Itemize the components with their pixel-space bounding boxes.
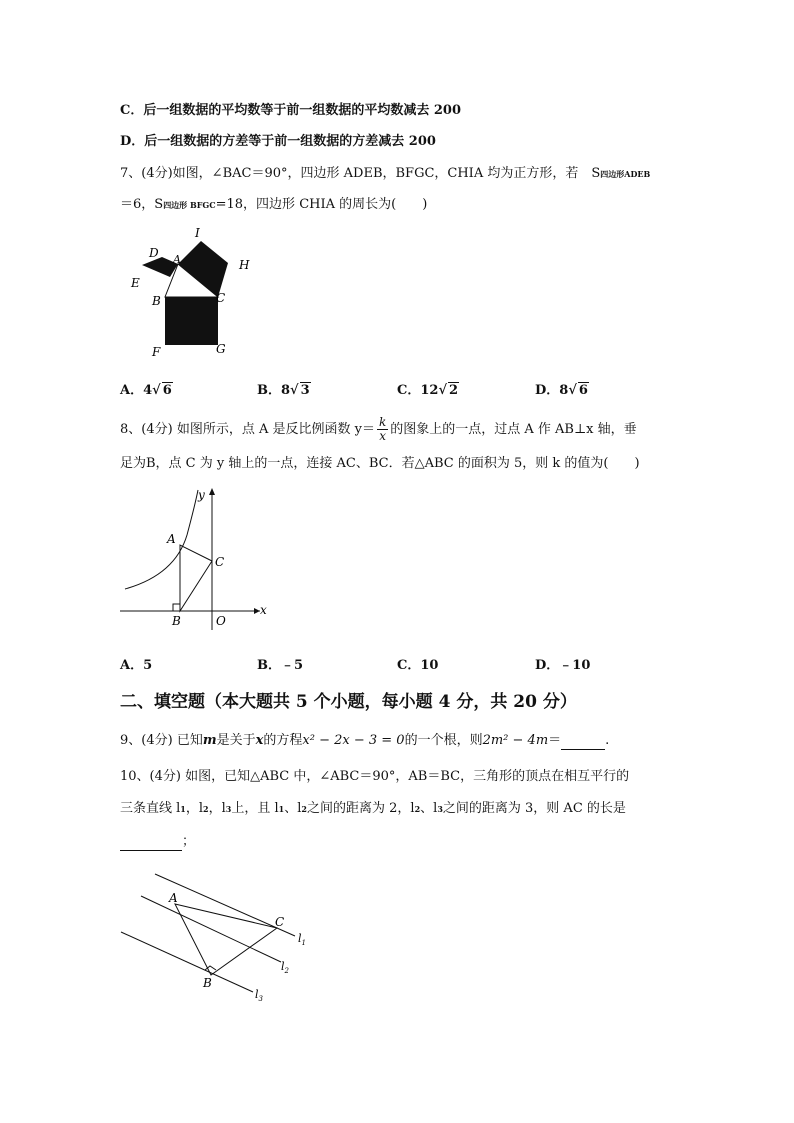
section-title: 二、填空题（本大题共 5 个小题，每小题 4 分，共 20 分） <box>120 692 577 712</box>
q8-frac-num: k <box>378 415 387 429</box>
q8-label-o: O <box>216 614 226 628</box>
q8-frac-den: x <box>379 429 386 443</box>
q7-square-bfgc <box>165 297 218 345</box>
q7-label-a: A <box>173 253 181 266</box>
q7-label-e: E <box>131 276 140 290</box>
q7-label-h: H <box>239 258 250 272</box>
q7-option-c: C．12√ 2 <box>397 383 459 398</box>
q8-stem-line1 <box>120 416 637 444</box>
q8-label-x: x <box>260 603 267 617</box>
q7-option-d-letter: D． <box>535 383 560 398</box>
q7-stem-text: 7、(4分)如图，∠BAC＝90°，四边形 ADEB，BFGC，CHIA 均为正方形，若 S <box>120 166 601 181</box>
q7-option-d-coef: 8 <box>559 383 569 398</box>
q9-text-b: 是关于 <box>216 733 256 748</box>
q10-line-l2 <box>141 896 281 962</box>
q9-text-end: . <box>605 733 610 748</box>
q10-answer-blank[interactable] <box>120 836 182 851</box>
q7-sub-adeb: 四边形ADEB <box>600 169 651 179</box>
q9-var-x: x <box>255 733 264 748</box>
q8-option-a: A．5 <box>120 658 153 673</box>
q7-option-b-radicand: 3 <box>300 383 310 398</box>
q10-sub-2b: 2 <box>301 804 307 814</box>
q10-sub-3b: 3 <box>437 804 443 814</box>
q10-text-d: 上，且 l <box>231 801 279 816</box>
q7-label-g: G <box>216 342 226 356</box>
q7-option-d: D．8√ 6 <box>535 383 588 398</box>
q7-stem-text-2b: =18，四边形 CHIA 的周长为( ) <box>215 197 428 212</box>
q8-hyperbola <box>125 490 198 589</box>
q7-sub-bfgc: 四边形 BFGC <box>163 200 216 210</box>
q8-stem-text-b: 的图象上的一点，过点 A 作 AB⊥x 轴，垂 <box>390 422 637 437</box>
q10-line-l3 <box>121 932 253 992</box>
q7-label-f: F <box>152 345 161 359</box>
q8-label-b: B <box>172 614 181 628</box>
q7-label-c: C <box>216 291 226 305</box>
q10-sub-1b: 1 <box>278 804 285 814</box>
q10-label-l2: $l_2$ <box>281 960 289 975</box>
q8-stem-line2: 足为B，点 C 为 y 轴上的一点，连接 AC、BC．若△ABC 的面积为 5，则 k 的值为( ) <box>120 456 640 471</box>
q8-label-y: y <box>198 488 205 502</box>
q10-text-f: 之间的距离为 2，l <box>307 801 415 816</box>
q8-option-c: C．10 <box>397 658 439 673</box>
q10-text-c: ，l <box>208 801 226 816</box>
q9-text-a: 9、(4分) 已知 <box>120 733 203 748</box>
q10-label-c: C <box>275 915 285 929</box>
q8-label-c: C <box>215 555 225 569</box>
q10-label-b: B <box>203 976 212 990</box>
q8-figure <box>115 485 275 635</box>
q10-stem-line3 <box>120 833 195 851</box>
q9-stem <box>120 732 609 750</box>
q9-text-e: ＝ <box>548 733 562 748</box>
q7-option-c-letter: C． <box>397 383 421 398</box>
q8-fraction <box>377 416 388 443</box>
q9-answer-blank[interactable] <box>561 735 605 750</box>
q10-sub-3a: 3 <box>225 804 232 814</box>
q10-label-l3: $l_3$ <box>255 988 263 1003</box>
q8-stem-text-a: 8、(4分) 如图所示，点 A 是反比例函数 y＝ <box>120 422 375 437</box>
q7-option-d-radicand: 6 <box>578 383 588 398</box>
q7-stem-line1 <box>120 165 650 183</box>
q10-text-end: ； <box>182 834 196 849</box>
q9-text-c: 的方程 <box>263 733 303 748</box>
q7-option-a: A．4√ 6 <box>120 383 172 398</box>
q10-sub-2c: 2 <box>414 804 421 814</box>
q10-sub-2a: 2 <box>203 804 209 814</box>
q7-stem-line2 <box>120 196 427 214</box>
q7-option-b-letter: B． <box>257 383 281 398</box>
q10-figure <box>115 868 325 1008</box>
q10-stem-line2 <box>120 800 626 818</box>
q9-equation: x² − 2x − 3 = 0 <box>302 733 405 748</box>
q10-triangle-abc <box>175 904 277 975</box>
q7-label-i: I <box>195 226 200 240</box>
q7-option-a-radicand: 6 <box>162 383 172 398</box>
q10-text-g: 、l <box>420 801 438 816</box>
q7-label-d: D <box>149 246 159 260</box>
q10-stem-line1: 10、(4分) 如图，已知△ABC 中，∠ABC＝90°，AB＝BC，三角形的顶点在相互平行的 <box>120 769 630 784</box>
q7-stem-text-2a: ＝6，S <box>120 197 164 212</box>
q7-figure <box>125 225 265 365</box>
q9-var-m: m <box>202 733 217 748</box>
q9-text-d: 的一个根，则 <box>404 733 483 748</box>
q7-option-c-radicand: 2 <box>449 383 459 398</box>
q8-option-b: B．﹣5 <box>257 658 304 673</box>
q10-text-h: 之间的距离为 3，则 AC 的长是 <box>442 801 626 816</box>
q8-option-d: D．﹣10 <box>535 658 591 673</box>
q10-label-l1: $l_1$ <box>298 932 306 947</box>
q7-label-b: B <box>152 294 161 308</box>
q7-option-b-coef: 8 <box>281 383 291 398</box>
q8-triangle-abc <box>180 545 212 611</box>
q7-option-a-coef: 4 <box>143 383 153 398</box>
q8-label-a: A <box>167 532 176 546</box>
q10-text-e: 、l <box>284 801 302 816</box>
q7-option-c-coef: 12 <box>420 383 439 398</box>
q10-label-a: A <box>169 891 178 905</box>
q6-option-d: D．后一组数据的方差等于前一组数据的方差减去 200 <box>120 134 436 149</box>
q6-option-c: C．后一组数据的平均数等于前一组数据的平均数减去 200 <box>120 103 462 118</box>
q10-text-b: ，l <box>185 801 204 816</box>
q10-sub-1a: 1 <box>180 804 186 814</box>
q10-text-a: 三条直线 l <box>120 801 181 816</box>
q7-option-a-letter: A． <box>120 383 144 398</box>
q7-option-b: B．8√ 3 <box>257 383 310 398</box>
q9-expression: 2m² − 4m <box>482 733 549 748</box>
